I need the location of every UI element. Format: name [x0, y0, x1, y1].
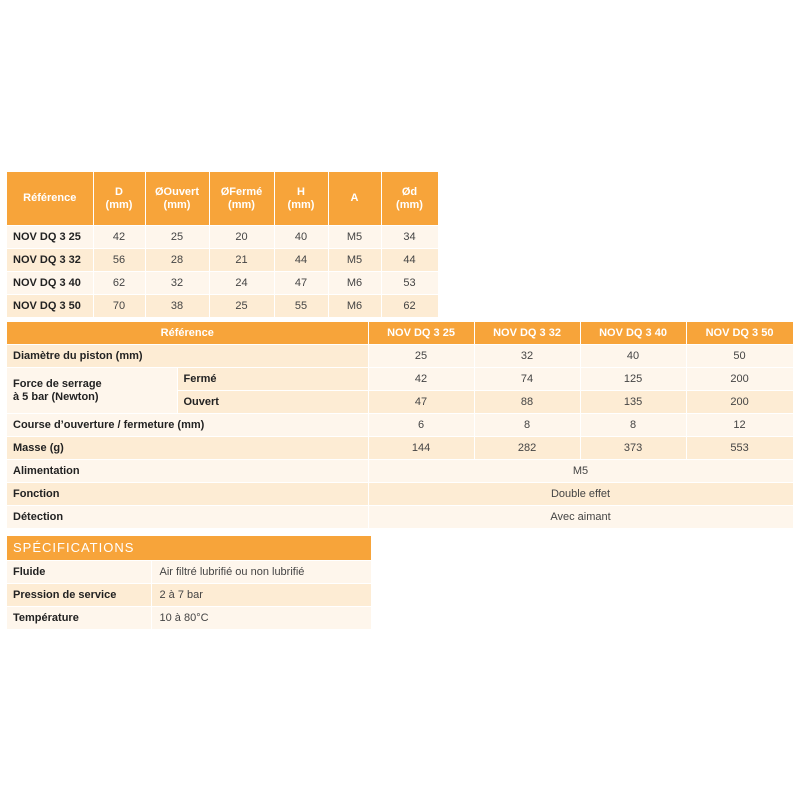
cell-d: 62: [93, 272, 145, 295]
table-cell: 47: [368, 391, 474, 414]
cell-h: 55: [274, 295, 328, 318]
cell-open: 38: [145, 295, 209, 318]
table-cell: 12: [686, 414, 793, 437]
table-row: [7, 272, 438, 295]
cell-d: 56: [93, 249, 145, 272]
detection-label: Détection: [7, 506, 368, 529]
table-cell: 42: [368, 368, 474, 391]
cell-h: 44: [274, 249, 328, 272]
header-h: H (mm): [274, 172, 328, 226]
header-model: NOV DQ 3 50: [686, 322, 793, 345]
supply-value: M5: [368, 460, 793, 483]
piston-diameter-label: Diamètre du piston (mm): [7, 345, 368, 368]
table-row: [7, 506, 793, 529]
specifications-table: [7, 560, 372, 629]
cell-a: M6: [328, 272, 381, 295]
cell-h: 40: [274, 226, 328, 249]
row-reference: NOV DQ 3 32: [7, 249, 93, 272]
cell-closed: 20: [209, 226, 274, 249]
table-cell: 88: [474, 391, 580, 414]
table-cell: 74: [474, 368, 580, 391]
table-row: [7, 226, 438, 249]
dimensions-header-row: [7, 172, 438, 226]
cell-closed: 25: [209, 295, 274, 318]
table-cell: 144: [368, 437, 474, 460]
cell-od: 34: [381, 226, 438, 249]
header-reference: Référence: [7, 172, 93, 226]
row-reference: NOV DQ 3 40: [7, 272, 93, 295]
cell-d: 70: [93, 295, 145, 318]
open-label: Ouvert: [177, 391, 368, 414]
table-cell: 553: [686, 437, 793, 460]
cell-od: 53: [381, 272, 438, 295]
table-cell: 373: [580, 437, 686, 460]
function-label: Fonction: [7, 483, 368, 506]
clamping-force-label: Force de serrage à 5 bar (Newton): [7, 368, 177, 414]
table-cell: 200: [686, 368, 793, 391]
header-open-diameter: ØOuvert (mm): [145, 172, 209, 226]
cell-open: 28: [145, 249, 209, 272]
row-reference: NOV DQ 3 25: [7, 226, 93, 249]
cell-od: 44: [381, 249, 438, 272]
table-row: [7, 437, 793, 460]
table-cell: 40: [580, 345, 686, 368]
table-cell: 50: [686, 345, 793, 368]
cell-a: M5: [328, 226, 381, 249]
fluid-label: Fluide: [7, 561, 151, 584]
cell-closed: 21: [209, 249, 274, 272]
table-row: [7, 414, 793, 437]
fluid-value: Air filtré lubrifié ou non lubrifié: [151, 561, 371, 584]
table-row: [7, 368, 793, 391]
table-cell: 135: [580, 391, 686, 414]
temperature-value: 10 à 80°C: [151, 607, 371, 630]
table-row: [7, 607, 371, 630]
header-d: D (mm): [93, 172, 145, 226]
table-cell: 200: [686, 391, 793, 414]
table-cell: 125: [580, 368, 686, 391]
mass-label: Masse (g): [7, 437, 368, 460]
cell-h: 47: [274, 272, 328, 295]
table-row: [7, 295, 438, 318]
header-reference: Référence: [7, 322, 368, 345]
header-od: Ød (mm): [381, 172, 438, 226]
cell-closed: 24: [209, 272, 274, 295]
table-cell: 6: [368, 414, 474, 437]
function-value: Double effet: [368, 483, 793, 506]
table-row: [7, 584, 371, 607]
pressure-value: 2 à 7 bar: [151, 584, 371, 607]
cell-od: 62: [381, 295, 438, 318]
dimensions-table: [7, 172, 439, 317]
cell-open: 25: [145, 226, 209, 249]
cell-a: M5: [328, 249, 381, 272]
table-row: [7, 249, 438, 272]
table-row: [7, 483, 793, 506]
cell-d: 42: [93, 226, 145, 249]
table-row: [7, 561, 371, 584]
table-row: [7, 345, 793, 368]
table-cell: 25: [368, 345, 474, 368]
header-model: NOV DQ 3 25: [368, 322, 474, 345]
header-a: A: [328, 172, 381, 226]
cell-a: M6: [328, 295, 381, 318]
table-cell: 8: [474, 414, 580, 437]
header-model: NOV DQ 3 32: [474, 322, 580, 345]
temperature-label: Température: [7, 607, 151, 630]
table-cell: 8: [580, 414, 686, 437]
closed-label: Fermé: [177, 368, 368, 391]
cell-open: 32: [145, 272, 209, 295]
detection-value: Avec aimant: [368, 506, 793, 529]
table-row: [7, 460, 793, 483]
stroke-label: Course d’ouverture / fermeture (mm): [7, 414, 368, 437]
header-closed-diameter: ØFermé (mm): [209, 172, 274, 226]
characteristics-table: [7, 322, 794, 528]
characteristics-header-row: [7, 322, 793, 345]
table-cell: 282: [474, 437, 580, 460]
row-reference: NOV DQ 3 50: [7, 295, 93, 318]
header-model: NOV DQ 3 40: [580, 322, 686, 345]
specifications-title: SPÉCIFICATIONS: [7, 536, 371, 560]
table-cell: 32: [474, 345, 580, 368]
supply-label: Alimentation: [7, 460, 368, 483]
pressure-label: Pression de service: [7, 584, 151, 607]
